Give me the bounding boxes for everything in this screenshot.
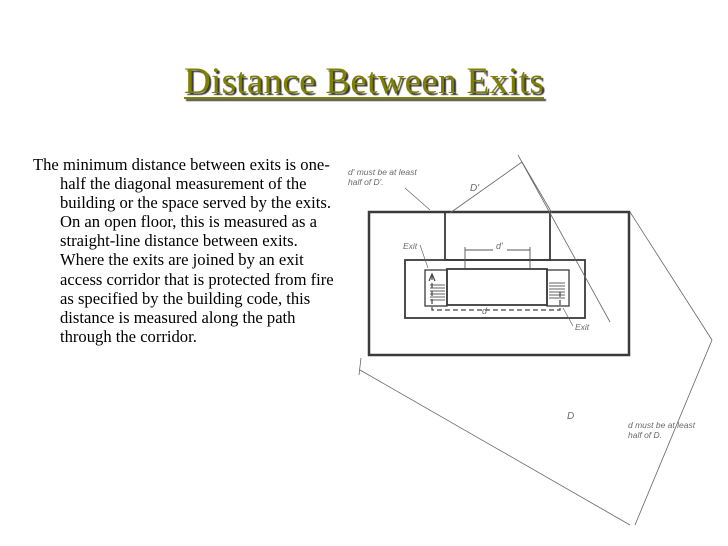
stair-right: [547, 270, 569, 306]
dimension-D-prime: [450, 155, 610, 322]
leader-note-top: [405, 188, 430, 210]
slide-title: Distance Between Exits: [183, 61, 545, 102]
note-bottom-line2: half of D.: [628, 430, 663, 440]
label-d: d: [482, 306, 488, 316]
note-top-line2: half of D'.: [348, 177, 384, 187]
note-bottom-line1: d must be at least: [628, 420, 696, 430]
label-D-prime: D': [470, 183, 480, 194]
leader-exit-left: [420, 245, 428, 268]
corridor-inner: [447, 269, 547, 305]
leader-exit-right: [563, 308, 573, 326]
body-paragraph: The minimum distance between exits is one-half the diagonal measurement of the building or the space served by the exits. On an open floor, this is measured as a straight-line distance between exits. Where the exits are joined by an exit access corridor that is protected from fire as specified by the building code, this distance is measured along the path through the corridor.: [33, 155, 334, 346]
label-D: D: [567, 411, 575, 422]
exit-label-left: Exit: [403, 241, 418, 251]
note-top-line1: d' must be at least: [348, 167, 417, 177]
exit-label-right: Exit: [575, 322, 590, 332]
stair-treads: [430, 283, 565, 300]
building-outline: [369, 212, 629, 355]
upper-corridor-wall: [445, 212, 550, 260]
label-d-prime: d': [496, 241, 503, 251]
dimension-D: [359, 212, 712, 525]
